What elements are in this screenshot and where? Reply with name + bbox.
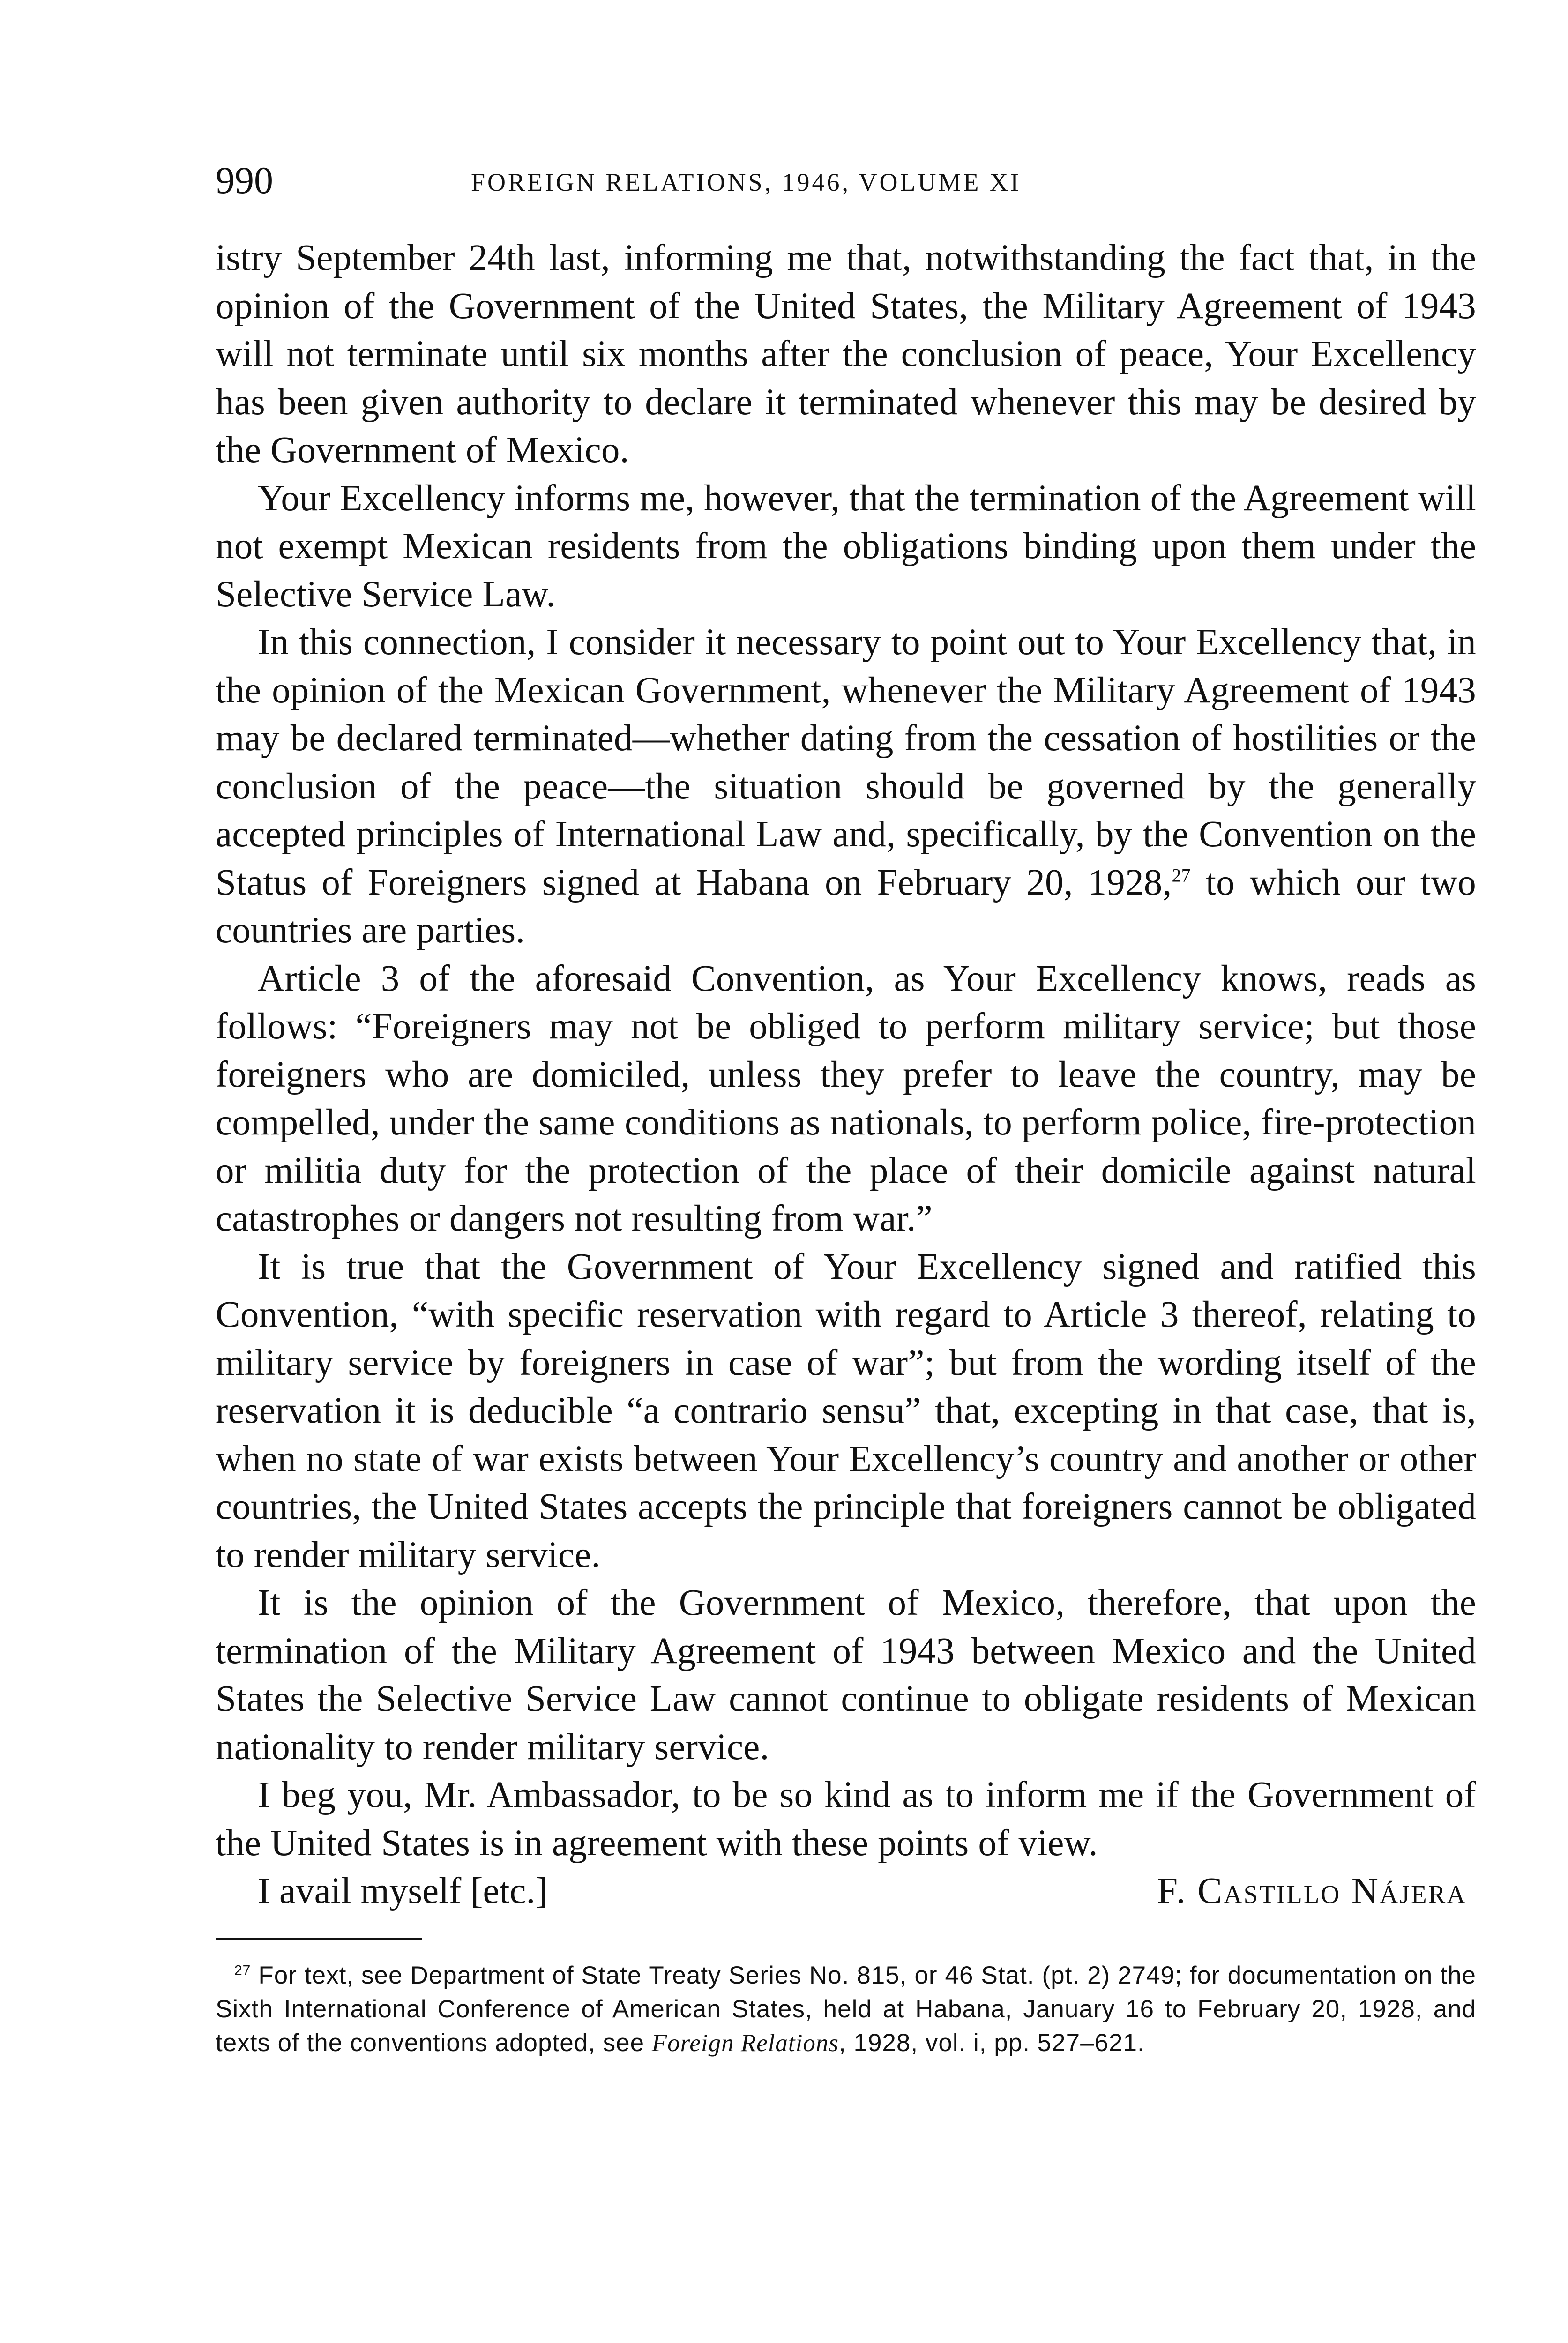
- paragraph-5: It is true that the Government of Your Excellency signed and ratified this Convention, “with specific reservation with regard to Article 3 thereof, relating to military service by foreigners in case of war”; but from the wording itself of the reservation it is deducible “a contrario sensu” that, excepting in that case, that is, when no state of war exists between Your Excellency’s country and another or other countries, the United States accepts the principle that foreigners cannot be obligated to render military service.: [216, 1246, 1476, 1575]
- document-page: [216, 159, 1476, 2060]
- complimentary-close: I avail myself [etc.]: [258, 1871, 548, 1911]
- signature: F. Castillo Nájera: [1157, 1871, 1467, 1911]
- paragraph-7: I beg you, Mr. Ambassador, to be so kind as to inform me if the Government of the United States is in agreement with these points of view.: [216, 1775, 1476, 1864]
- footnote: [216, 1959, 1476, 2060]
- footnote-italic-title: Foreign Relations: [651, 2030, 839, 2057]
- paragraph-3-text: In this connection, I consider it necessary to point out to Your Excellency that, in the opinion of the Mexican Government, whenever the Military Agreement of 1943 may be declared terminated—whether dating from the cessation of hostilities or the conclusion of the peace—the situation should be governed by the generally accepted principles of International Law and, specifically, by the Convention on the Status of Foreigners signed at Habana on February 20, 1928,: [216, 622, 1476, 903]
- paragraph-2: Your Excellency informs me, however, that the termination of the Agreement will not exempt Mexican residents from the obligations binding upon them under the Selective Service Law.: [216, 478, 1476, 615]
- footnote-text-part1: For text, see Department of State Treaty Series No. 815, or 46 Stat. (pt. 2) 2749; for documentation on the Sixth International Conference of American States, held at Habana, January 16 to February 20, 1928, and texts of the conventions adopted, see: [216, 1962, 1476, 2057]
- page-number: 990: [216, 159, 273, 201]
- paragraph-1: istry September 24th last, informing me that, notwithstanding the fact that, in the opinion of the Government of the United States, the Military Agreement of 1943 will not terminate until six months after the conclusion of peace, Your Excellency has been given authority to declare it terminated whenever this may be desired by the Government of Mexico.: [216, 238, 1476, 470]
- closing-line: [216, 1867, 1476, 1919]
- page-header: [216, 159, 1476, 211]
- letter-body: [216, 234, 1476, 1867]
- paragraph-4: Article 3 of the aforesaid Convention, as Your Excellency knows, reads as follows: “Foreigners may not be obliged to perform military service; but those foreigners who are domiciled, unless they prefer to leave the country, may be compelled, under the same conditions as nationals, to perform police, fire-protection or militia duty for the protection of the place of their domicile against natural catastrophes or dangers not resulting from war.”: [216, 958, 1476, 1239]
- footnote-marker: 27: [234, 1962, 251, 1978]
- footnote-reference: 27: [1172, 865, 1191, 886]
- footnote-text-part2: , 1928, vol. i, pp. 527–621.: [839, 2029, 1145, 2057]
- paragraph-6: It is the opinion of the Government of Mexico, therefore, that upon the termination of the Military Agreement of 1943 between Mexico and the United States the Selective Service Law cannot continue to obligate residents of Mexican nationality to render military service.: [216, 1582, 1476, 1768]
- footnote-divider: [216, 1938, 422, 1940]
- paragraph-3-continuation: to which our two countries are parties.: [216, 862, 1477, 951]
- paragraph-3: [216, 619, 1476, 955]
- running-head: FOREIGN RELATIONS, 1946, VOLUME XI: [471, 168, 1021, 196]
